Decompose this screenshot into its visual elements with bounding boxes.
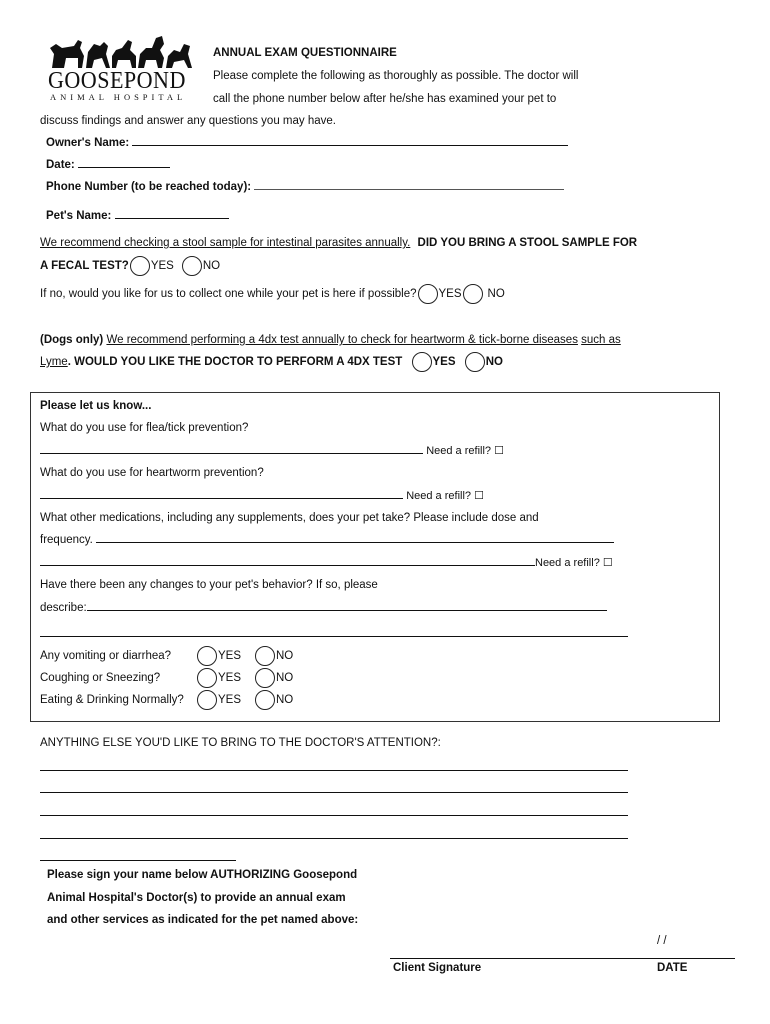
collect-yes-circle[interactable]	[418, 284, 438, 304]
frequency-label: frequency.	[40, 534, 93, 546]
stool-recommend-row	[40, 237, 637, 249]
heartworm-answer-row	[40, 489, 484, 502]
fecal-no-label: NO	[202, 260, 221, 273]
eating-question: Eating & Drinking Normally?	[40, 694, 184, 707]
date-slashes: / /	[657, 935, 667, 947]
dogs-question-row	[40, 352, 503, 372]
fecal-no-circle[interactable]	[182, 256, 202, 276]
vomiting-row	[40, 646, 293, 666]
coughing-yes-circle[interactable]	[197, 668, 217, 688]
eating-yes-circle[interactable]	[197, 690, 217, 710]
stool-recommend-text: We recommend checking a stool sample for intestinal parasites annually.	[40, 237, 411, 249]
logo-subtitle: ANIMAL HOSPITAL	[50, 92, 187, 102]
fecal-test-row	[40, 256, 220, 276]
4dx-no-label: NO	[485, 356, 503, 369]
intro-line-3: discuss findings and answer any questions you may have.	[40, 115, 336, 127]
flea-answer-field[interactable]	[40, 452, 423, 454]
dogs-recommend-row	[40, 334, 621, 346]
collect-yes-label: YES	[438, 288, 462, 301]
pet-name-row	[46, 210, 229, 222]
describe-extra-line[interactable]	[40, 636, 628, 637]
dogs-question: . WOULD YOU LIKE THE DOCTOR TO PERFORM A 4DX TEST	[67, 356, 403, 369]
medications-answer-field[interactable]	[40, 564, 535, 566]
anything-else-line-1[interactable]	[40, 770, 628, 771]
medications-question: What other medications, including any supplements, does your pet take? Please include dose and	[40, 512, 539, 524]
4dx-no-circle[interactable]	[465, 352, 485, 372]
flea-answer-row	[40, 444, 504, 457]
collect-row	[40, 284, 505, 304]
coughing-yes-label: YES	[218, 672, 242, 685]
eating-row	[40, 690, 293, 710]
owner-name-label: Owner's Name:	[46, 137, 130, 149]
vomiting-no-circle[interactable]	[255, 646, 275, 666]
authorize-line-2: Animal Hospital's Doctor(s) to provide an annual exam	[47, 892, 346, 904]
coughing-no-circle[interactable]	[255, 668, 275, 688]
box-heading: Please let us know...	[40, 400, 152, 412]
authorize-line-3: and other services as indicated for the pet named above:	[47, 914, 359, 926]
intro-line-1: Please complete the following as thoroughly as possible. The doctor will	[213, 70, 579, 82]
medications-refill-checkbox[interactable]: Need a refill? ☐	[535, 557, 613, 569]
vomiting-question: Any vomiting or diarrhea?	[40, 650, 172, 663]
phone-field[interactable]	[254, 188, 564, 190]
intro-line-2: call the phone number below after he/she has examined your pet to	[213, 93, 557, 105]
phone-row	[46, 181, 564, 193]
owner-name-row	[46, 137, 568, 149]
coughing-no-label: NO	[276, 672, 294, 685]
client-signature-label: Client Signature	[393, 962, 482, 974]
frequency-row	[40, 534, 614, 546]
stool-question-b: A FECAL TEST?	[40, 260, 129, 273]
describe-field[interactable]	[87, 609, 607, 611]
signature-line[interactable]	[390, 958, 735, 959]
anything-else-question: ANYTHING ELSE YOU'D LIKE TO BRING TO THE DOCTOR'S ATTENTION?:	[40, 737, 441, 749]
phone-label: Phone Number (to be reached today):	[46, 181, 252, 193]
dogs-lyme: Lyme	[40, 356, 68, 369]
pet-name-field[interactable]	[115, 217, 229, 219]
collect-question: If no, would you like for us to collect one while your pet is here if possible?	[40, 288, 417, 301]
behavior-question: Have there been any changes to your pet's behavior? If so, please	[40, 579, 378, 591]
date-row	[46, 159, 170, 171]
4dx-yes-label: YES	[432, 356, 456, 369]
coughing-question: Coughing or Sneezing?	[40, 672, 161, 685]
animals-silhouette-icon	[44, 34, 194, 70]
dogs-recommend-text: We recommend performing a 4dx test annually to check for heartworm & tick-borne diseases	[106, 334, 578, 346]
fecal-yes-circle[interactable]	[130, 256, 150, 276]
medications-answer-row	[40, 556, 613, 569]
describe-label: describe:	[40, 602, 87, 614]
anything-else-line-4[interactable]	[40, 838, 628, 839]
fecal-yes-label: YES	[150, 260, 174, 273]
stool-question-a: DID YOU BRING A STOOL SAMPLE FOR	[417, 237, 638, 249]
coughing-row	[40, 668, 293, 688]
4dx-yes-circle[interactable]	[412, 352, 432, 372]
heartworm-refill-checkbox[interactable]: Need a refill? ☐	[406, 490, 484, 502]
flea-refill-checkbox[interactable]: Need a refill? ☐	[426, 445, 504, 457]
anything-else-line-5[interactable]	[40, 860, 236, 861]
dogs-only-label: (Dogs only)	[40, 334, 104, 346]
hospital-logo	[44, 34, 194, 104]
vomiting-yes-label: YES	[218, 650, 242, 663]
flea-question: What do you use for flea/tick prevention?	[40, 422, 249, 434]
collect-no-circle[interactable]	[463, 284, 483, 304]
dogs-such-as: such as	[581, 334, 621, 346]
frequency-field[interactable]	[96, 541, 614, 543]
anything-else-line-3[interactable]	[40, 815, 628, 816]
describe-row	[40, 602, 607, 614]
eating-no-label: NO	[276, 694, 294, 707]
date-label: Date:	[46, 159, 75, 171]
anything-else-line-2[interactable]	[40, 792, 628, 793]
owner-name-field[interactable]	[132, 144, 568, 146]
heartworm-answer-field[interactable]	[40, 497, 403, 499]
pet-name-label: Pet's Name:	[46, 210, 112, 222]
eating-no-circle[interactable]	[255, 690, 275, 710]
date-field[interactable]	[78, 166, 170, 168]
page-title: ANNUAL EXAM QUESTIONNAIRE	[213, 47, 397, 59]
logo-name: GOOSEPOND	[48, 68, 186, 94]
authorize-line-1: Please sign your name below AUTHORIZING Goosepond	[47, 869, 358, 881]
heartworm-question: What do you use for heartworm prevention?	[40, 467, 264, 479]
vomiting-yes-circle[interactable]	[197, 646, 217, 666]
eating-yes-label: YES	[218, 694, 242, 707]
date-signature-label: DATE	[657, 962, 688, 974]
collect-no-label: NO	[487, 288, 505, 301]
vomiting-no-label: NO	[276, 650, 294, 663]
